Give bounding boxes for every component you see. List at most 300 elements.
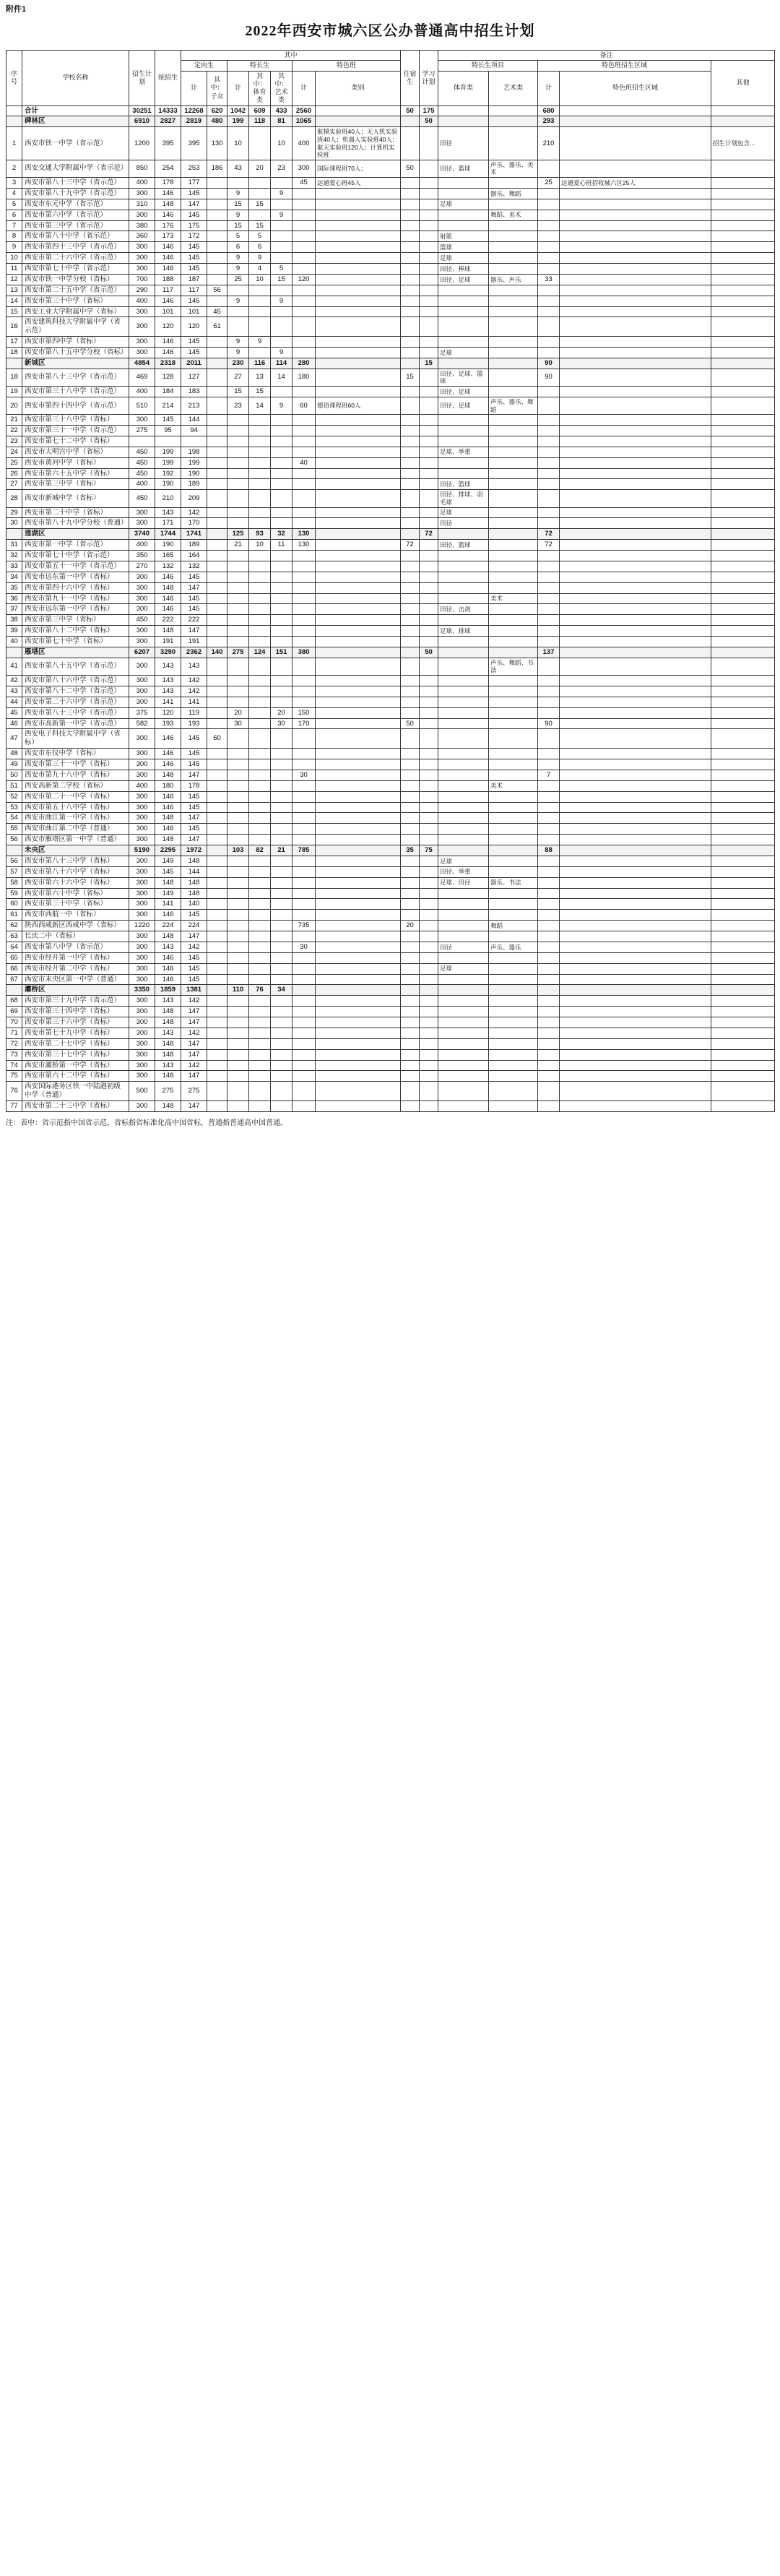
cell-school-name: 西安市灞桥第一中学（省标） <box>22 1060 129 1071</box>
cell-value <box>711 952 775 963</box>
cell-value <box>292 264 316 275</box>
cell-value <box>560 856 711 866</box>
cell-value <box>420 593 438 604</box>
cell-value: 声乐、舞蹈、书法 <box>489 658 538 675</box>
cell-value: 300 <box>129 210 155 220</box>
table-row <box>6 676 775 686</box>
table-row <box>6 1071 775 1082</box>
cell-value <box>489 899 538 910</box>
cell-value <box>438 561 489 572</box>
cell-seq: 73 <box>6 1049 22 1060</box>
cell-value <box>316 188 401 199</box>
cell-value <box>401 802 420 813</box>
cell-value <box>711 845 775 856</box>
cell-value <box>292 963 316 974</box>
cell-value <box>560 780 711 791</box>
cell-value: 192 <box>155 468 181 479</box>
cell-value <box>420 479 438 490</box>
cell-value <box>711 1017 775 1028</box>
cell-value <box>438 996 489 1007</box>
cell-value <box>249 426 271 436</box>
cell-value <box>207 479 228 490</box>
cell-value <box>711 264 775 275</box>
cell-value: 117 <box>155 285 181 296</box>
cell-value: 足球 <box>438 963 489 974</box>
cell-seq: 7 <box>6 220 22 231</box>
cell-value <box>489 479 538 490</box>
cell-seq: 71 <box>6 1028 22 1038</box>
cell-value: 145 <box>155 866 181 877</box>
cell-value <box>560 561 711 572</box>
cell-value: 146 <box>155 952 181 963</box>
cell-value <box>207 686 228 697</box>
cell-value: 145 <box>181 296 207 306</box>
cell-value: 23 <box>228 397 249 414</box>
cell-value <box>711 518 775 529</box>
cell-value <box>271 974 292 985</box>
header-remark-special: 特长生项目 <box>438 61 538 71</box>
cell-value <box>207 1007 228 1017</box>
cell-school-name: 西安市第三十四中学（省标） <box>22 1007 129 1017</box>
cell-value <box>271 749 292 759</box>
cell-value <box>228 856 249 866</box>
cell-value: 300 <box>129 658 155 675</box>
cell-value <box>292 931 316 942</box>
table-row <box>6 770 775 780</box>
cell-school-name: 西安市新城中学（省标） <box>22 490 129 507</box>
cell-value <box>711 551 775 561</box>
cell-value <box>711 1082 775 1101</box>
cell-value <box>438 306 489 317</box>
cell-value: 146 <box>155 824 181 835</box>
cell-value: 50 <box>401 105 420 116</box>
cell-value: 5190 <box>129 845 155 856</box>
cell-seq: 74 <box>6 1060 22 1071</box>
table-row <box>6 802 775 813</box>
cell-school-name: 西安市第三十一中学（省示范） <box>22 426 129 436</box>
cell-value <box>560 337 711 348</box>
cell-seq: 55 <box>6 824 22 835</box>
cell-value <box>228 306 249 317</box>
cell-value <box>420 963 438 974</box>
cell-value <box>489 729 538 749</box>
cell-value: 148 <box>155 1101 181 1112</box>
cell-value <box>711 479 775 490</box>
cell-value <box>401 963 420 974</box>
cell-school-name: 莲湖区 <box>22 529 129 540</box>
cell-value <box>271 479 292 490</box>
cell-value: 199 <box>181 457 207 468</box>
cell-value: 4 <box>249 264 271 275</box>
cell-value <box>316 824 401 835</box>
cell-value: 田径、足球 <box>438 274 489 285</box>
cell-value: 433 <box>271 105 292 116</box>
cell-value: 21 <box>228 540 249 551</box>
cell-value <box>420 1101 438 1112</box>
table-row <box>6 1038 775 1049</box>
cell-value <box>489 910 538 921</box>
cell-value <box>271 952 292 963</box>
cell-value <box>401 337 420 348</box>
table-row <box>6 996 775 1007</box>
cell-school-name: 西安市第八十中学（省示范） <box>22 231 129 242</box>
cell-value <box>271 780 292 791</box>
cell-value <box>316 1082 401 1101</box>
cell-value <box>292 1060 316 1071</box>
cell-value: 器乐、声乐 <box>489 274 538 285</box>
cell-value <box>316 910 401 921</box>
cell-value: 9 <box>271 188 292 199</box>
cell-value: 145 <box>181 572 207 582</box>
cell-value <box>207 231 228 242</box>
cell-seq: 53 <box>6 802 22 813</box>
cell-value <box>401 1049 420 1060</box>
table-row <box>6 397 775 414</box>
header-remark-area-total: 计 <box>538 71 560 105</box>
cell-value <box>249 931 271 942</box>
cell-value <box>249 718 271 729</box>
cell-value <box>249 637 271 647</box>
cell-value: 450 <box>129 447 155 457</box>
cell-value <box>489 231 538 242</box>
cell-value: 101 <box>155 306 181 317</box>
cell-value <box>316 447 401 457</box>
cell-value: 3350 <box>129 985 155 996</box>
cell-value <box>207 899 228 910</box>
cell-value <box>401 572 420 582</box>
cell-value <box>489 358 538 369</box>
header-school: 学校名称 <box>22 51 129 106</box>
table-row <box>6 637 775 647</box>
cell-value: 5 <box>228 231 249 242</box>
cell-value: 300 <box>129 188 155 199</box>
cell-value <box>538 1101 560 1112</box>
cell-value <box>228 1082 249 1101</box>
cell-value: 680 <box>538 105 560 116</box>
cell-value: 146 <box>155 759 181 770</box>
cell-value <box>207 551 228 561</box>
table-row <box>6 686 775 697</box>
header-group-remark: 备注 <box>438 51 775 61</box>
cell-value <box>420 1017 438 1028</box>
cell-value <box>401 358 420 369</box>
cell-school-name: 西安市第二十五中学（省示范） <box>22 285 129 296</box>
cell-value <box>401 116 420 127</box>
header-feature-total: 计 <box>292 71 316 105</box>
cell-value <box>249 780 271 791</box>
cell-value: 190 <box>181 468 207 479</box>
cell-value <box>316 707 401 718</box>
cell-value <box>489 985 538 996</box>
cell-value <box>560 963 711 974</box>
cell-value: 116 <box>249 358 271 369</box>
cell-value <box>292 447 316 457</box>
cell-value: 145 <box>181 593 207 604</box>
cell-value <box>489 507 538 518</box>
cell-value <box>711 582 775 593</box>
cell-value: 56 <box>207 285 228 296</box>
cell-value <box>438 210 489 220</box>
cell-value: 300 <box>129 974 155 985</box>
cell-value <box>271 1028 292 1038</box>
cell-value <box>292 974 316 985</box>
cell-value: 130 <box>207 127 228 160</box>
cell-school-name: 西安市第八十九中学分校（普通） <box>22 518 129 529</box>
cell-value <box>228 931 249 942</box>
cell-value: 招生计划包含... <box>711 127 775 160</box>
district-subtotal-row <box>6 529 775 540</box>
cell-value <box>438 285 489 296</box>
cell-value <box>438 296 489 306</box>
cell-value: 275 <box>181 1082 207 1101</box>
cell-value <box>538 866 560 877</box>
cell-value: 178 <box>155 178 181 189</box>
cell-value <box>489 127 538 160</box>
cell-value <box>401 1082 420 1101</box>
cell-value: 50 <box>401 718 420 729</box>
cell-value <box>711 337 775 348</box>
cell-value <box>420 1071 438 1082</box>
cell-value <box>249 317 271 337</box>
cell-value <box>207 921 228 931</box>
cell-value <box>489 387 538 397</box>
cell-value <box>711 985 775 996</box>
cell-value: 148 <box>155 626 181 637</box>
cell-seq: 60 <box>6 899 22 910</box>
cell-value <box>271 1060 292 1071</box>
cell-value <box>560 824 711 835</box>
cell-value <box>401 1007 420 1017</box>
cell-value <box>711 686 775 697</box>
cell-value <box>560 582 711 593</box>
cell-value <box>560 369 711 386</box>
cell-value: 145 <box>181 253 207 264</box>
cell-value <box>316 387 401 397</box>
cell-value <box>249 604 271 615</box>
cell-value <box>711 921 775 931</box>
cell-value: 224 <box>155 921 181 931</box>
cell-value <box>228 759 249 770</box>
cell-value: 141 <box>155 697 181 707</box>
cell-value <box>711 1060 775 1071</box>
header-remark-area: 特色班招生区域 <box>538 61 711 71</box>
cell-value <box>316 199 401 210</box>
cell-value <box>228 1071 249 1082</box>
cell-value <box>207 210 228 220</box>
cell-value: 145 <box>181 791 207 802</box>
cell-value <box>316 468 401 479</box>
cell-value <box>538 582 560 593</box>
cell-value: 50 <box>420 116 438 127</box>
cell-value <box>401 593 420 604</box>
cell-value <box>489 952 538 963</box>
cell-value <box>292 561 316 572</box>
cell-seq: 22 <box>6 426 22 436</box>
cell-school-name: 西安市第六十六中学（省标） <box>22 877 129 888</box>
cell-value: 4854 <box>129 358 155 369</box>
cell-value: 137 <box>538 647 560 658</box>
cell-value: 143 <box>155 676 181 686</box>
cell-value <box>271 561 292 572</box>
cell-value <box>420 572 438 582</box>
cell-value <box>401 707 420 718</box>
cell-value: 72 <box>538 529 560 540</box>
cell-value <box>292 888 316 899</box>
cell-value <box>228 572 249 582</box>
cell-value <box>228 637 249 647</box>
cell-value: 254 <box>155 160 181 177</box>
cell-value <box>228 658 249 675</box>
cell-value <box>420 626 438 637</box>
cell-value <box>271 626 292 637</box>
cell-school-name: 西安市东仪中学（省标） <box>22 749 129 759</box>
cell-seq: 52 <box>6 791 22 802</box>
cell-value <box>228 910 249 921</box>
cell-value <box>292 985 316 996</box>
cell-value <box>401 604 420 615</box>
cell-value <box>489 697 538 707</box>
cell-value: 田径 <box>438 127 489 160</box>
cell-value <box>489 931 538 942</box>
cell-value <box>249 791 271 802</box>
cell-value <box>438 658 489 675</box>
cell-value <box>228 729 249 749</box>
cell-seq: 37 <box>6 604 22 615</box>
cell-value: 124 <box>249 647 271 658</box>
cell-school-name: 西安市经开第二中学（省标） <box>22 963 129 974</box>
cell-value <box>228 507 249 518</box>
cell-value <box>560 759 711 770</box>
cell-value <box>489 1049 538 1060</box>
cell-value <box>228 824 249 835</box>
cell-value <box>560 615 711 626</box>
cell-value <box>420 274 438 285</box>
cell-value <box>316 507 401 518</box>
cell-value: 142 <box>181 1060 207 1071</box>
cell-value: 300 <box>129 729 155 749</box>
header-special-sport: 其中：体育类 <box>249 71 271 105</box>
cell-value <box>538 791 560 802</box>
table-row <box>6 593 775 604</box>
cell-value <box>249 676 271 686</box>
cell-seq: 76 <box>6 1082 22 1101</box>
cell-value <box>711 615 775 626</box>
cell-value <box>538 942 560 952</box>
cell-value <box>538 317 560 337</box>
cell-value <box>228 457 249 468</box>
cell-value <box>489 615 538 626</box>
cell-value <box>292 1049 316 1060</box>
cell-value <box>316 426 401 436</box>
cell-value <box>538 387 560 397</box>
cell-value <box>538 518 560 529</box>
cell-seq: 59 <box>6 888 22 899</box>
cell-school-name: 西安工业大学附属中学（省标） <box>22 306 129 317</box>
cell-value: 147 <box>181 1017 207 1028</box>
cell-value <box>292 220 316 231</box>
cell-value: 147 <box>181 1038 207 1049</box>
header-sub-special: 特长生 <box>228 61 292 71</box>
cell-school-name: 西安市第四中学（省标） <box>22 337 129 348</box>
cell-seq: 46 <box>6 718 22 729</box>
cell-value <box>292 1028 316 1038</box>
cell-value <box>207 813 228 824</box>
cell-value <box>207 845 228 856</box>
cell-value <box>207 415 228 426</box>
cell-value <box>292 426 316 436</box>
header-unified: 统招生 <box>155 51 181 106</box>
cell-value <box>249 658 271 675</box>
cell-value <box>316 637 401 647</box>
cell-value: 735 <box>292 921 316 931</box>
cell-value <box>207 996 228 1007</box>
cell-seq: 41 <box>6 658 22 675</box>
cell-value: 300 <box>129 317 155 337</box>
cell-value: 193 <box>181 718 207 729</box>
cell-value: 21 <box>271 845 292 856</box>
cell-value <box>249 436 271 447</box>
cell-school-name: 西安市第八十三中学（省示范） <box>22 369 129 386</box>
cell-value: 146 <box>155 604 181 615</box>
cell-value <box>438 529 489 540</box>
cell-value: 300 <box>129 348 155 358</box>
cell-seq: 45 <box>6 707 22 718</box>
cell-value <box>711 974 775 985</box>
cell-school-name: 西安市第三十八中学（省标） <box>22 415 129 426</box>
cell-value: 15 <box>228 387 249 397</box>
cell-value <box>538 436 560 447</box>
cell-value <box>711 231 775 242</box>
table-row <box>6 749 775 759</box>
cell-seq: 23 <box>6 436 22 447</box>
cell-value <box>560 317 711 337</box>
cell-value: 120 <box>181 317 207 337</box>
cell-value: 395 <box>155 127 181 160</box>
cell-value <box>489 447 538 457</box>
cell-seq: 8 <box>6 231 22 242</box>
cell-value <box>292 899 316 910</box>
cell-seq: 32 <box>6 551 22 561</box>
cell-value: 450 <box>129 615 155 626</box>
cell-value: 141 <box>181 697 207 707</box>
cell-value: 300 <box>129 626 155 637</box>
cell-seq: 43 <box>6 686 22 697</box>
cell-value <box>271 637 292 647</box>
cell-value <box>489 518 538 529</box>
cell-value <box>292 1101 316 1112</box>
cell-value <box>292 436 316 447</box>
cell-value: 143 <box>155 1028 181 1038</box>
cell-value: 300 <box>129 518 155 529</box>
cell-value: 20 <box>271 707 292 718</box>
cell-value <box>228 1049 249 1060</box>
cell-value <box>420 942 438 952</box>
cell-value <box>711 856 775 866</box>
cell-value <box>207 707 228 718</box>
cell-value <box>316 116 401 127</box>
cell-value: 1220 <box>129 921 155 931</box>
cell-value <box>249 615 271 626</box>
cell-value: 110 <box>228 985 249 996</box>
cell-value <box>560 188 711 199</box>
cell-value: 20 <box>228 707 249 718</box>
cell-value <box>538 637 560 647</box>
cell-value <box>420 759 438 770</box>
cell-value <box>271 231 292 242</box>
cell-value: 145 <box>181 348 207 358</box>
cell-value <box>711 188 775 199</box>
cell-value <box>420 426 438 436</box>
